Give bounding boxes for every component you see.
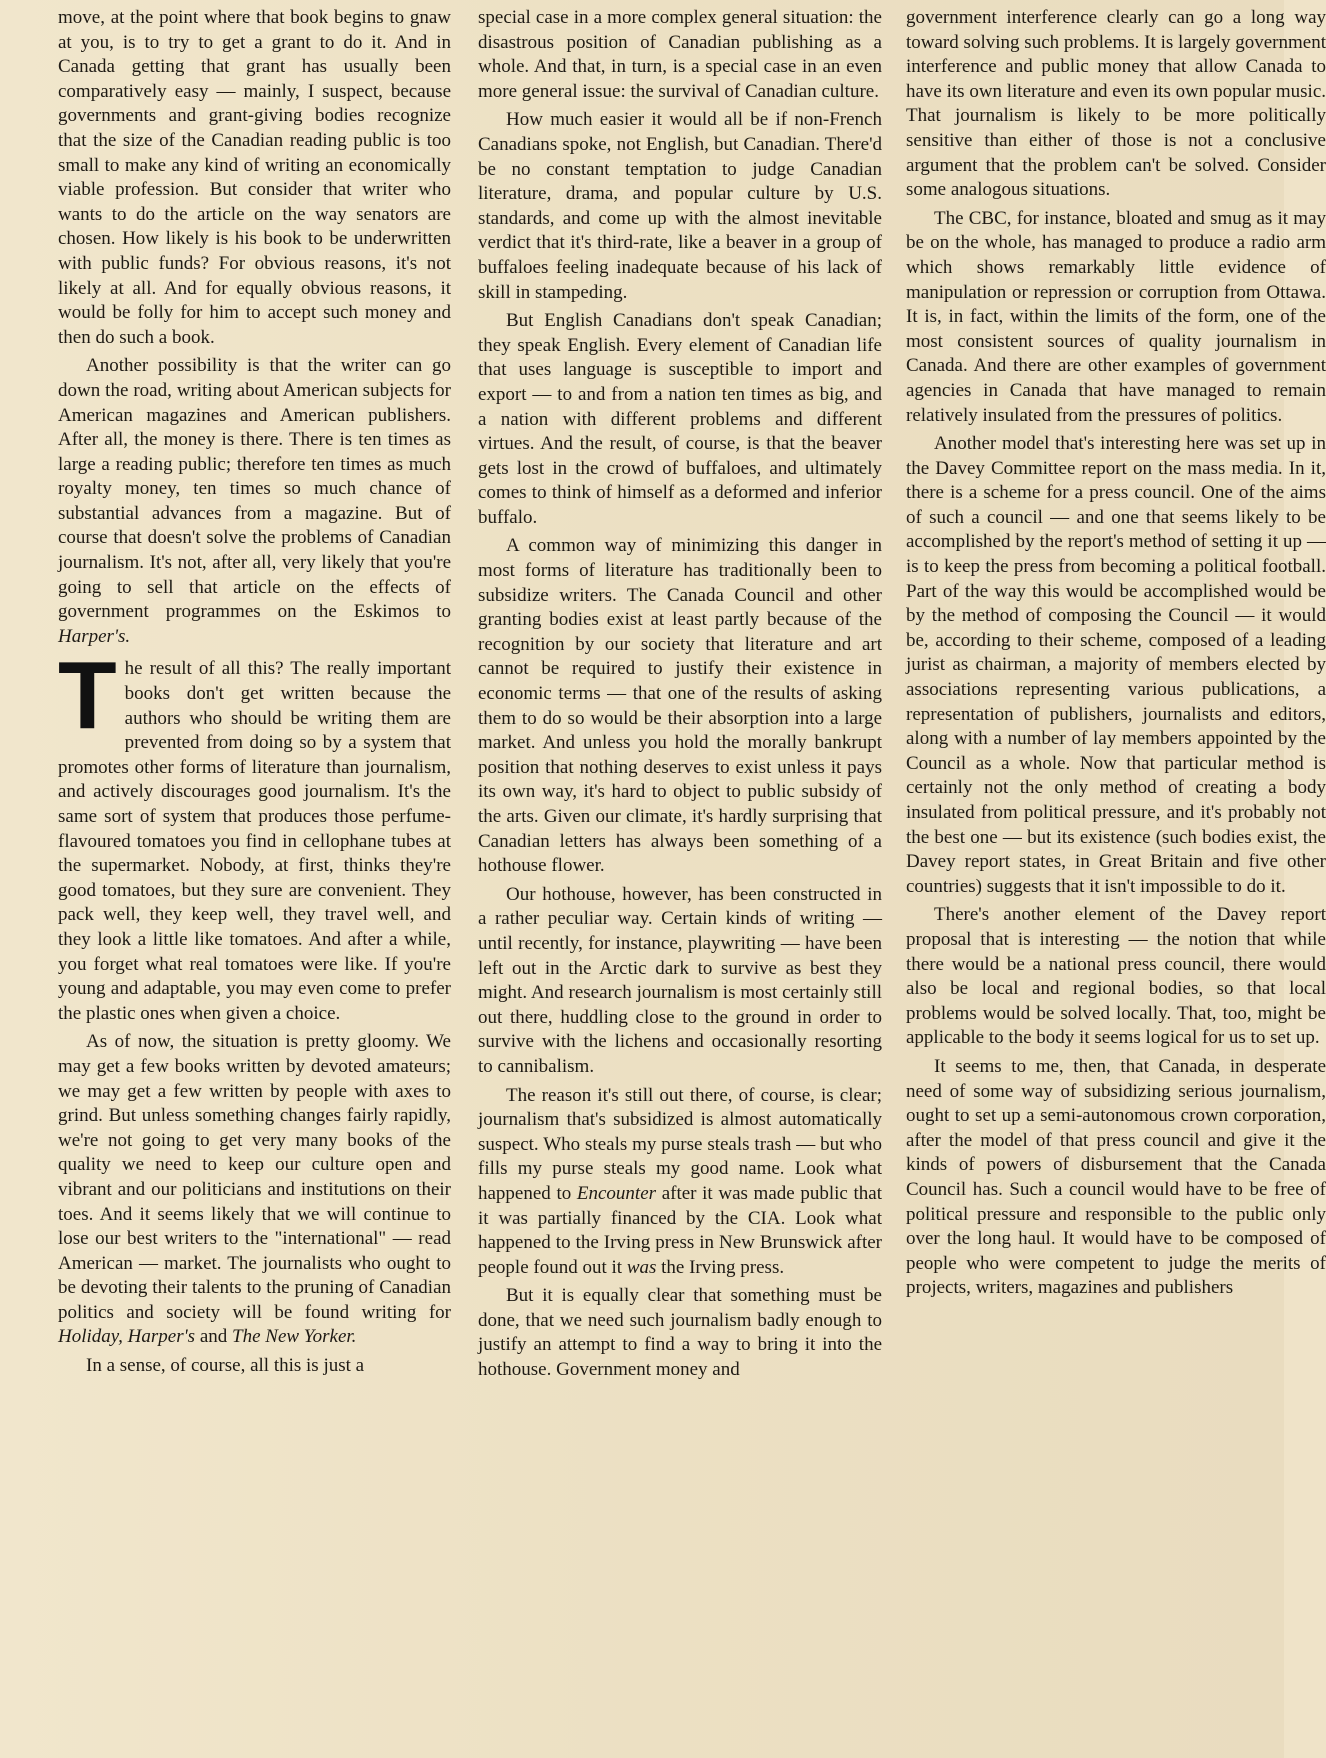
emphasis: was xyxy=(626,1256,657,1278)
drop-cap: T xyxy=(58,642,117,750)
magazine-title: Harper's. xyxy=(58,625,131,647)
text-column-2 xyxy=(478,6,882,1756)
paragraph-text: As of now, the situation is pretty gloomy. We may get a few books written by devoted amateurs; we may get a few written by people with axes to grind. But unless something changes fairly rapidly, we're not going to get very many books of the quality we need to keep our culture open and vibrant and our politicians and institutions on their toes. And it seems likely that we will continue to lose our best writers to the "international" — read American — market. The journalists who ought to be devoting their talents to the pruning of Canadian politics and society will be found writing for xyxy=(58,1031,451,1323)
paragraph xyxy=(478,1084,882,1281)
paragraph-text: after it was made public that it was partially financed by the CIA. Look what happened to the Irving press in New Brunswick after people found out it xyxy=(478,1182,882,1278)
text-column-1 xyxy=(58,6,451,1756)
text-column-3 xyxy=(906,6,1326,1756)
paragraph: But it is equally clear that something must be done, that we need such journalism badly enough to justify an attempt to find a way to bring it into the hothouse. Government money and xyxy=(478,1285,882,1381)
paragraph-text: the Irving press. xyxy=(656,1256,785,1278)
paragraph: move, at the point where that book begins to gnaw at you, is to try to get a grant to do it. And in Canada getting that grant has usually been comparatively easy — mainly, I suspect, because governments and grant-giving bodies recognize that the size of the Canadian reading public is too small to make any kind of writing an economically viable profession. But consider that writer who wants to do the article on the way senators are chosen. How likely is his book to be underwritten with public funds? For obvious reasons, it's not likely at all. And for equally obvious reasons, it would be folly for him to accept such money and then do such a book. xyxy=(58,7,451,348)
paragraph: The CBC, for instance, bloated and smug as it may be on the whole, has managed to produce a radio arm which shows remarkably little evidence of manipulation or repression or corruption from Ottawa. It is, in fact, within the limits of the form, one of the most consistent sources of quality journalism in Canada. And there are other examples of government agencies in Canada that have managed to remain relatively insulated from the pressures of politics. xyxy=(906,207,1326,426)
paragraph xyxy=(58,354,451,649)
paragraph: special case in a more complex general situation: the disastrous position of Canadian publishing as a whole. And that, in turn, is a special case in an even more general issue: the survival of Canadian culture. xyxy=(478,7,882,102)
paragraph-text: he result of all this? The really important books don't get written because the authors who should be writing them are prevented from doing so by a system that promotes other forms of literature than journalism, and actively discourages good journalism. It's the same sort of system that produces those perfume-flavoured tomatoes you find in cellophane tubes at the supermarket. Nobody, at first, thinks they're good tomatoes, but they sure are convenient. They pack well, they keep well, they travel well, and they look a little like tomatoes. And after a while, you forget what real tomatoes were like. If you're young and adaptable, you may even come to prefer the plastic ones when given a choice. xyxy=(58,658,451,1024)
paragraph: Our hothouse, however, has been constructed in a rather peculiar way. Certain kinds of writing — until recently, for instance, playwriting — have been left out in the Arctic dark to survive as best they might. And research journalism is most certainly still out there, huddling close to the ground in order to survive with the lichens and occasionally resorting to cannibalism. xyxy=(478,883,882,1077)
paragraph: government interference clearly can go a long way toward solving such problems. It is largely government interference and public money that allow Canada to have its own literature and even its own popular music. That journalism is likely to be more politically sensitive than either of those is not a conclusive argument that the problem can't be solved. Consider some analogous situations. xyxy=(906,7,1326,201)
paragraph-text: Another possibility is that the writer can go down the road, writing about American subjects for American magazines and American publishers. After all, the money is there. There is ten times as large a reading public; therefore ten times as much royalty money, ten times so much chance of substantial advances from a magazine. But of course that doesn't solve the problems of Canadian journalism. It's not, after all, very likely that you're going to sell that article on the effects of government programmes on the Eskimos to xyxy=(58,355,451,623)
magazine-title: The New Yorker. xyxy=(232,1326,357,1348)
magazine-title: Holiday, Harper's xyxy=(58,1326,196,1348)
column-3-text-block xyxy=(906,6,1326,1301)
paragraph-text: and xyxy=(195,1326,233,1348)
paragraph: There's another element of the Davey report proposal that is interesting — the notion that while there would be a national press council, there would also be local and regional bodies, so that local problems would be solved locally. That, too, might be applicable to the body it seems logical for us to set up. xyxy=(906,904,1326,1049)
paragraph: It seems to me, then, that Canada, in desperate need of some way of subsidizing serious journalism, ought to set up a semi-autonomous crown corporation, after the model of that press council and give it the kinds of powers of disbursement that the Canada Council has. Such a council would have to be free of political pressure and responsible to the public only over the long haul. It would have to be composed of people who were competent to judge the merits of projects, writers, magazines and publishers xyxy=(906,1055,1326,1299)
paragraph: In a sense, of course, all this is just a xyxy=(86,1355,365,1377)
paragraph: A common way of minimizing this danger in most forms of literature has traditionally been to subsidize writers. The Canada Council and other granting bodies exist at least partly because of the recognition by our society that literature and art cannot be required to justify their existence in economic terms — that one of the results of asking them to do so would be their absorption into a large market. And unless you hold the morally bankrupt position that nothing deserves to exist unless it pays its own way, it's hard to object to public subsidy of the arts. Given our climate, it's hardly surprising that Canadian letters has always been something of a hothouse flower. xyxy=(478,535,882,877)
paragraph xyxy=(58,1030,451,1350)
paragraph-text: The reason it's still out there, of course, is clear; journalism that's subsidized is almost automatically suspect. Who steals my purse steals trash — but who fills my purse steals my good name. Look what happened to xyxy=(478,1084,882,1204)
magazine-title: Encounter xyxy=(576,1182,657,1204)
paragraph: How much easier it would all be if non-French Canadians spoke, not English, but Canadian. There'd be no constant temptation to judge Canadian literature, drama, and popular culture by U.S. standards, and come up with the almost inevitable verdict that it's third-rate, like a beaver in a group of buffaloes feeling inadequate because of his lack of skill in stampeding. xyxy=(478,109,882,303)
paragraph: But English Canadians don't speak Canadian; they speak English. Every element of Canadian life that uses language is susceptible to import and export — to and from a nation ten times as big, and a nation with different problems and different virtues. And the result, of course, is that the beaver gets lost in the crowd of buffaloes, and ultimately comes to think of himself as a deformed and inferior buffalo. xyxy=(478,310,882,528)
paragraph: Another model that's interesting here was set up in the Davey Committee report on the mass media. In it, there is a scheme for a press council. One of the aims of such a council — and one that seems likely to be accomplished by the report's method of setting it up — is to keep the press from becoming a political football. Part of the way this would be accomplished would be by the method of composing the Council — it would be, according to their scheme, composed of a leading jurist as chairman, a majority of members elected by associations representing various publications, a representation of publishers, journalists and editors, along with a number of lay members appointed by the Council as a whole. Now that particular method is certainly not the only method of creating a body insulated from political pressure, and it's probably not the best one — but its existence (such bodies exist, the Davey report states, in Great Britain and five other countries) suggests that it isn't impossible to do it. xyxy=(906,433,1326,897)
section-opening-paragraph xyxy=(58,642,451,1026)
